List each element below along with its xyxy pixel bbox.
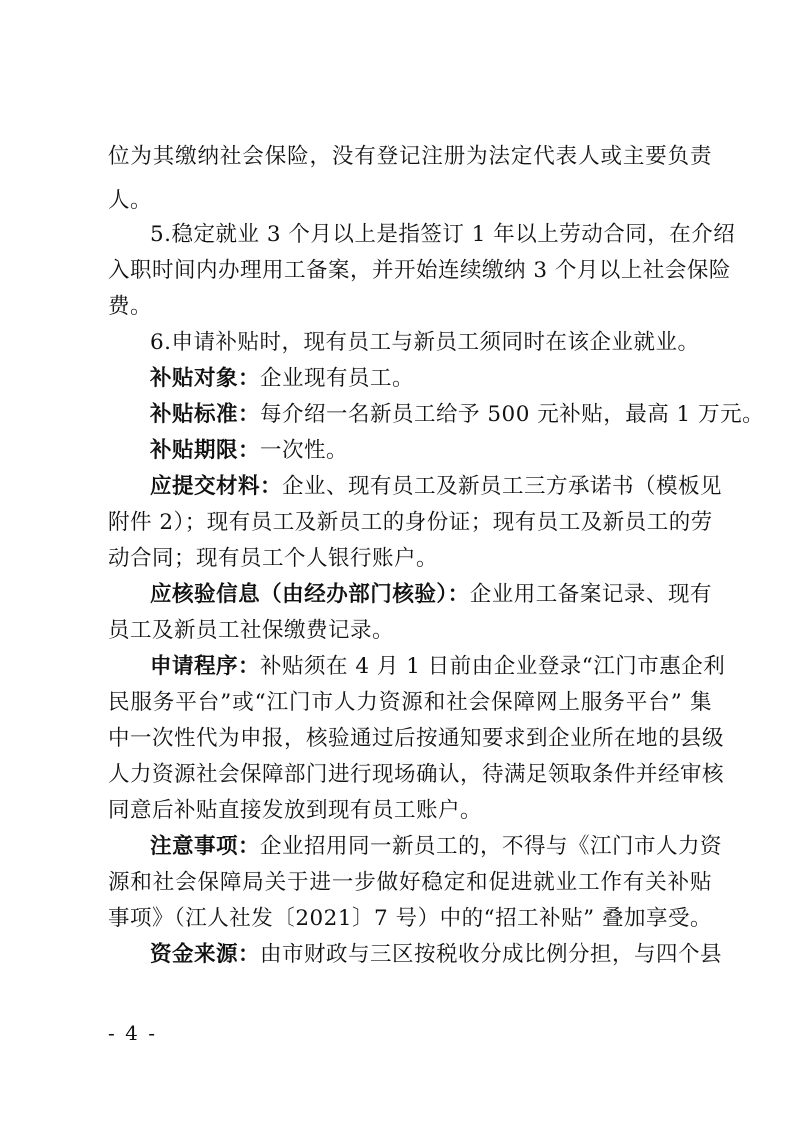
subsidy-target-label: 补贴对象：	[150, 366, 261, 391]
subsidy-standard-value: 每介绍一名新员工给予 500 元补贴，最高 1 万元。	[260, 402, 765, 427]
body-line: 位为其缴纳社会保险，没有登记注册为法定代表人或主要负责	[108, 144, 712, 169]
notes-line	[150, 832, 723, 862]
procedure-label: 申请程序：	[150, 654, 261, 679]
body-line: 民服务平台”或“江门市人力资源和社会保障网上服务平台” 集	[108, 690, 712, 715]
procedure-line	[150, 652, 726, 682]
subsidy-standard-label: 补贴标准：	[150, 402, 261, 427]
body-line: 事项》（江人社发〔2021〕7 号）中的“招工补贴” 叠加享受。	[108, 906, 712, 931]
body-line: 动合同；现有员工个人银行账户。	[108, 546, 439, 571]
procedure-value: 补贴须在 4 月 1 日前由企业登录“江门市惠企利	[260, 654, 726, 679]
verify-label: 应核验信息（由经办部门核验）：	[150, 582, 470, 607]
body-line: 同意后补贴直接发放到现有员工账户。	[108, 798, 483, 823]
funding-label: 资金来源：	[150, 942, 261, 967]
subsidy-standard-line	[150, 400, 765, 430]
subsidy-period-value: 一次性。	[260, 438, 349, 463]
body-line: 源和社会保障局关于进一步做好稳定和促进就业工作有关补贴	[108, 870, 712, 895]
materials-line	[150, 472, 723, 502]
subsidy-period-label: 补贴期限：	[150, 438, 261, 463]
subsidy-target-value: 企业现有员工。	[260, 366, 415, 391]
body-line: 5.稳定就业 3 个月以上是指签订 1 年以上劳动合同，在介绍	[150, 222, 736, 247]
materials-value: 企业、现有员工及新员工三方承诺书（模板见	[282, 474, 723, 499]
body-line: 6.申请补贴时，现有员工与新员工须同时在该企业就业。	[150, 330, 700, 355]
body-line: 中一次性代为申报，核验通过后按通知要求到企业所在地的县级	[108, 726, 725, 751]
notes-label: 注意事项：	[150, 834, 261, 859]
body-line: 入职时间内办理用工备案，并开始连续缴纳 3 个月以上社会保险	[108, 258, 731, 283]
funding-value: 由市财政与三区按税收分成比例分担，与四个县	[260, 942, 723, 967]
subsidy-period-line	[150, 436, 712, 466]
materials-label: 应提交材料：	[150, 474, 283, 499]
body-line: 人力资源社会保障部门进行现场确认，待满足领取条件并经审核	[108, 762, 725, 787]
verify-line	[150, 580, 712, 610]
verify-value: 企业用工备案记录、现有	[469, 582, 712, 607]
body-line: 附件 2）；现有员工及新员工的身份证；现有员工及新员工的劳	[108, 510, 713, 535]
notes-value: 企业招用同一新员工的，不得与《江门市人力资	[260, 834, 723, 859]
subsidy-target-line	[150, 364, 712, 394]
body-line: 员工及新员工社保缴费记录。	[108, 618, 395, 643]
funding-line	[150, 940, 723, 970]
body-line: 费。	[108, 294, 153, 319]
page-number: - 4 -	[108, 1021, 157, 1045]
body-line: 人。	[108, 188, 153, 213]
